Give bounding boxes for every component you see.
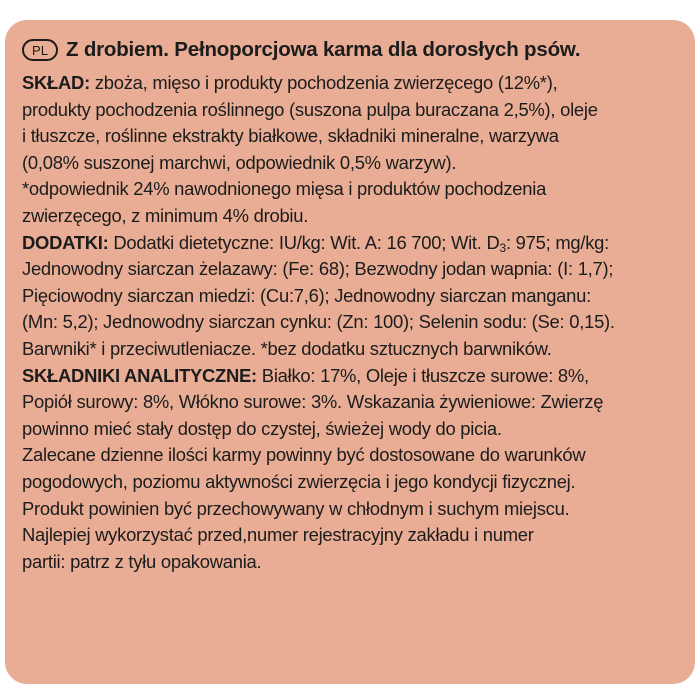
sklad-line-4: (0,08% suszonej marchwi, odpowiednik 0,5% warzyw). <box>22 151 457 173</box>
instructions-line-3: Produkt powinien być przechowywany w chłodnym i suchym miejscu. <box>22 497 570 519</box>
sklad-text-1: zboża, mięso i produkty pochodzenia zwierzęcego (12%*), <box>89 72 558 93</box>
analityczne-text-1: Białko: 17%, Oleje i tłuszcze surowe: 8%, <box>256 364 589 386</box>
dodatki-text-1b: : 975; mg/kg: <box>505 231 610 253</box>
sklad-heading: SKŁAD: <box>22 72 90 93</box>
sklad-line-3: i tłuszcze, roślinne ekstrakty białkowe, składniki mineralne, warzywa <box>22 125 559 147</box>
label-body <box>22 70 683 575</box>
analityczne-line-1 <box>22 363 683 390</box>
instructions-line-1: Zalecane dzienne ilości karmy powinny być dostosowane do warunków <box>22 444 586 466</box>
dodatki-line-2: Jednowodny siarczan żelazawy: (Fe: 68); Bezwodny jodan wapnia: (I: 1,7); <box>22 258 614 280</box>
pl-language-badge: PL <box>22 39 58 61</box>
dodatki-line-4: (Mn: 5,2); Jednowodny siarczan cynku: (Zn: 100); Selenin sodu: (Se: 0,15). <box>22 311 615 333</box>
sklad-footnote-line-1: *odpowiednik 24% nawodnionego mięsa i produktów pochodzenia <box>22 178 547 200</box>
dodatki-text-1a: Dodatki dietetyczne: IU/kg: Wit. A: 16 700; Wit. D <box>108 231 500 253</box>
instructions-line-4: Najlepiej wykorzystać przed,numer rejestracyjny zakładu i numer <box>22 524 534 546</box>
instructions-line-5: partii: patrz z tyłu opakowania. <box>22 550 262 572</box>
title-row <box>22 38 683 62</box>
analityczne-line-3: powinno mieć stały dostęp do czystej, świeżej wody do picia. <box>22 417 502 439</box>
sklad-line-2: produkty pochodzenia roślinnego (suszona pulpa buraczana 2,5%), oleje <box>22 98 598 120</box>
dodatki-line-3: Pięciowodny siarczan miedzi: (Cu:7,6); Jednowodny siarczan manganu: <box>22 284 591 306</box>
instructions-line-2: pogodowych, poziomu aktywności zwierzęcia i jego kondycji fizycznej. <box>22 470 576 492</box>
dodatki-line-5: Barwniki* i przeciwutleniacze. *bez dodatku sztucznych barwników. <box>22 337 552 359</box>
sklad-line-1 <box>22 70 683 97</box>
vitamin-d-subscript: 3 <box>499 240 506 255</box>
dodatki-line-1 <box>22 230 683 257</box>
product-title: Z drobiem. Pełnoporcjowa karma dla dorosłych psów. <box>66 38 581 61</box>
analityczne-heading: SKŁADNIKI ANALITYCZNE: <box>22 364 257 386</box>
sklad-footnote-line-2: zwierzęcego, z minimum 4% drobiu. <box>22 204 309 226</box>
product-label-panel <box>5 20 695 684</box>
analityczne-line-2: Popiół surowy: 8%, Włókno surowe: 3%. Wskazania żywieniowe: Zwierzę <box>22 391 604 413</box>
dodatki-heading: DODATKI: <box>22 231 109 253</box>
